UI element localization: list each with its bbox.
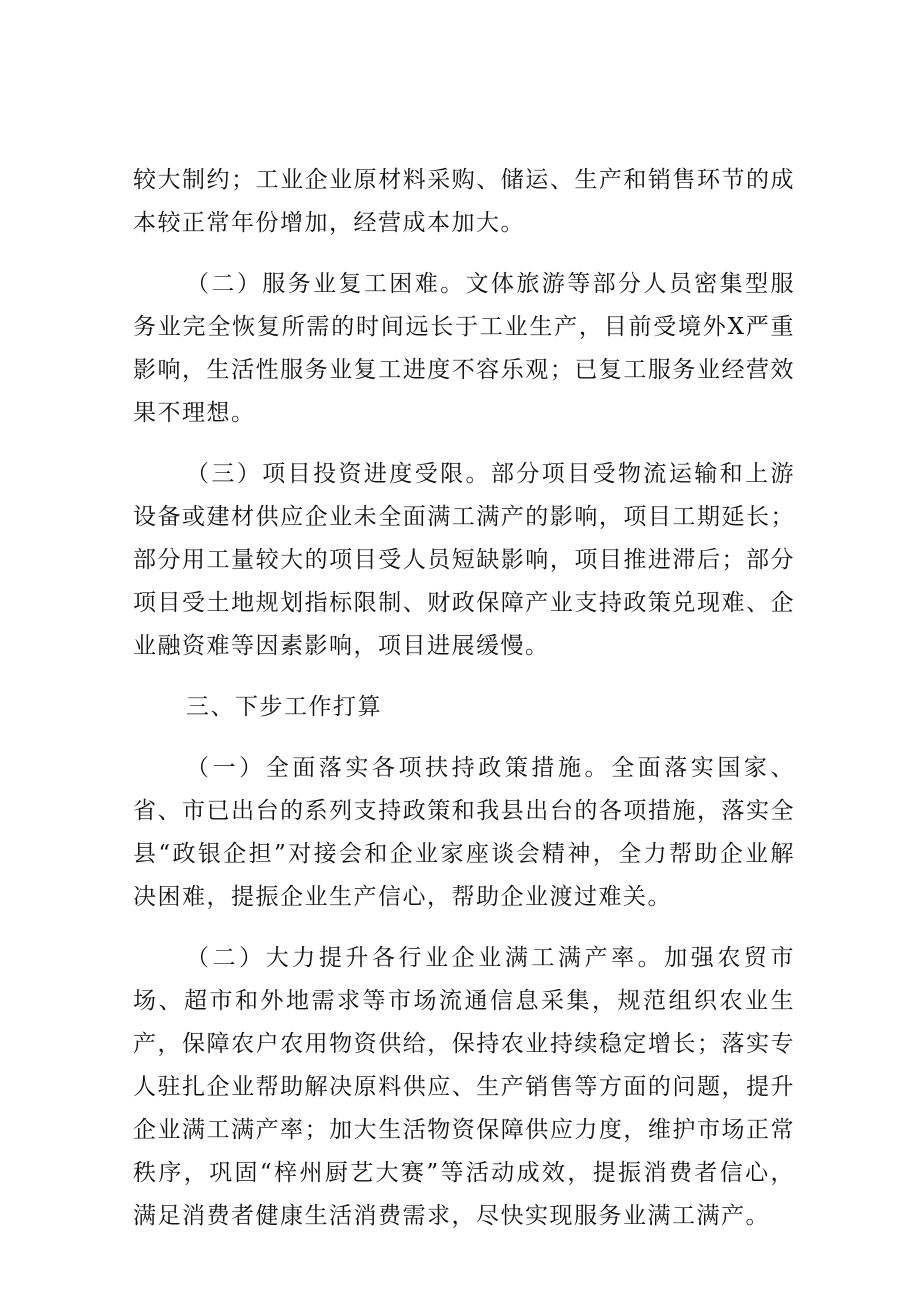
paragraph-project-investment: （三）项目投资进度受限。部分项目受物流运输和上游设备或建材供应企业未全面满工满产的影响，项目工期延长；部分用工量较大的项目受人员短缺影响，项目推进滞后；部分项目受土地规划指标限制、财政保障产业支持政策兑现难、企业融资难等因素影响，项目进展缓慢。 — [133, 461, 795, 659]
paragraph-service-resumption: （二）服务业复工困难。文体旅游等部分人员密集型服务业完全恢复所需的时间远长于工业生产，目前受境外X严重影响，生活性服务业复工进度不容乐观；已复工服务业经营效果不理想。 — [133, 271, 795, 426]
document-body — [133, 159, 795, 1256]
section-heading-next-steps: 三、下步工作打算 — [186, 694, 382, 720]
paragraph-cost-constraints: 较大制约；工业企业原材料采购、储运、生产和销售环节的成本较正常年份增加，经营成本加大。 — [133, 167, 795, 236]
paragraph-full-capacity: （二）大力提升各行业企业满工满产率。加强农贸市场、超市和外地需求等市场流通信息采集，规范组织农业生产，保障农户农用物资供给，保持农业持续稳定增长；落实专人驻扎企业帮助解决原料供应、生产销售等方面的问题，提升企业满工满产率；加大生活物资保障供应力度，维护市场正常秩序，巩固“梓州厨艺大赛”等活动成效，提振消费者信心，满足消费者健康生活消费需求，尽快实现服务业满工满产。 — [133, 945, 795, 1229]
paragraph-support-policies: （一）全面落实各项扶持政策措施。全面落实国家、省、市已出台的系列支持政策和我县出台的各项措施，落实全县“政银企担”对接会和企业家座谈会精神，全力帮助企业解决困难，提振企业生产信心，帮助企业渡过难关。 — [133, 755, 795, 910]
